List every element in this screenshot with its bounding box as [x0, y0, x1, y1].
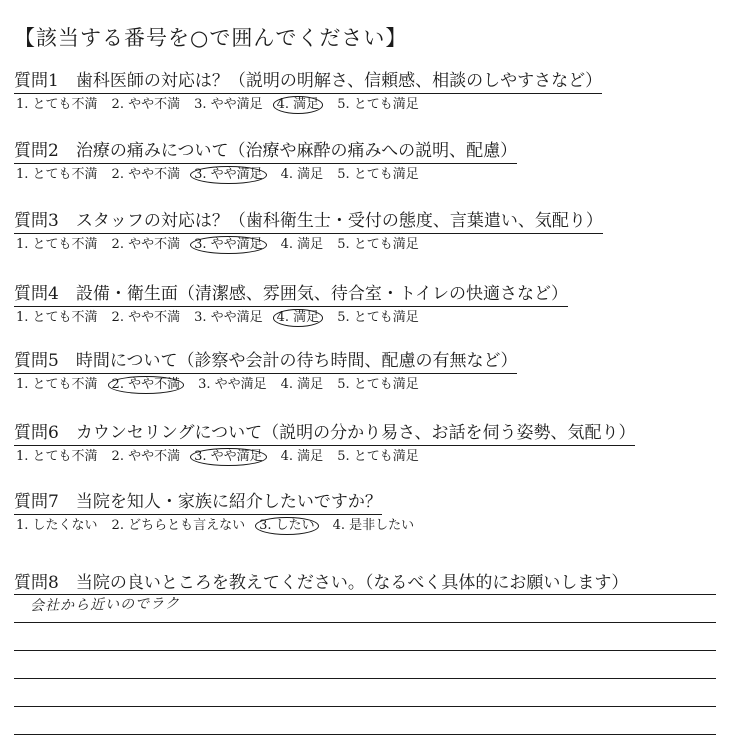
option-number: 3. やや満足 — [194, 97, 263, 112]
option-number: 3. したい — [255, 517, 319, 535]
option-2[interactable] — [112, 309, 181, 327]
option-number: 5. とても満足 — [337, 237, 419, 252]
option-number: 2. やや不満 — [111, 97, 181, 112]
option-2[interactable] — [112, 96, 181, 114]
option-number: 1. とても不満 — [16, 449, 98, 464]
question-4 — [14, 283, 568, 327]
answer-line — [14, 734, 716, 735]
option-2-selected[interactable] — [112, 376, 185, 394]
option-number: 3. やや満足 — [190, 448, 267, 466]
option-number: 4. 満足 — [280, 167, 324, 182]
option-number: 1. したくない — [16, 518, 98, 533]
option-5[interactable] — [337, 96, 419, 114]
answer-line — [14, 678, 716, 679]
question-5 — [14, 350, 517, 394]
option-1[interactable] — [16, 166, 98, 184]
option-4[interactable] — [281, 376, 324, 394]
option-number: 5. とても満足 — [337, 310, 419, 325]
option-number: 1. とても不満 — [16, 377, 98, 392]
answer-line — [14, 594, 716, 595]
question-title: 質問7 当院を知人・家族に紹介したいですか？ — [14, 491, 382, 515]
option-number: 5. とても満足 — [337, 377, 419, 392]
option-number: 3. やや満足 — [194, 310, 263, 325]
options-row — [14, 236, 603, 254]
options-row — [14, 448, 635, 466]
option-4-selected[interactable] — [277, 96, 324, 114]
question-7 — [14, 491, 428, 535]
answer-line — [14, 650, 716, 651]
option-number: 4. 満足 — [280, 377, 324, 392]
option-number: 2. やや不満 — [111, 237, 181, 252]
option-number: 1. とても不満 — [16, 97, 98, 112]
option-number: 2. どちらとも言えない — [111, 518, 246, 533]
option-4[interactable] — [333, 517, 415, 535]
option-number: 5. とても満足 — [337, 167, 419, 182]
option-3[interactable] — [194, 96, 263, 114]
option-number: 3. やや満足 — [190, 236, 267, 254]
option-1[interactable] — [16, 96, 98, 114]
option-5[interactable] — [337, 448, 419, 466]
option-3-selected[interactable] — [194, 236, 267, 254]
option-number: 4. 満足 — [280, 449, 324, 464]
question-title: 質問5 時間について（診察や会計の待ち時間、配慮の有無など） — [14, 350, 517, 374]
option-5[interactable] — [337, 309, 419, 327]
option-2[interactable] — [112, 448, 181, 466]
option-number: 5. とても満足 — [337, 449, 419, 464]
option-number: 4. 是非したい — [332, 518, 415, 533]
option-4[interactable] — [281, 236, 324, 254]
option-4[interactable] — [281, 448, 324, 466]
option-2[interactable] — [112, 236, 181, 254]
question-6 — [14, 422, 635, 466]
question-title: 質問4 設備・衛生面（清潔感、雰囲気、待合室・トイレの快適さなど） — [14, 283, 568, 307]
option-3-selected[interactable] — [194, 448, 267, 466]
form-header: 【該当する番号を○で囲んでください】 — [14, 26, 408, 50]
question-3 — [14, 210, 603, 254]
option-3[interactable] — [194, 309, 263, 327]
question-title: 質問6 カウンセリングについて（説明の分かり易さ、お話を伺う姿勢、気配り） — [14, 422, 635, 446]
option-number: 2. やや不満 — [111, 310, 181, 325]
option-4-selected[interactable] — [277, 309, 324, 327]
option-number: 4. 満足 — [273, 309, 324, 327]
options-row — [14, 96, 602, 114]
option-1[interactable] — [16, 309, 98, 327]
option-number: 5. とても満足 — [337, 97, 419, 112]
option-number: 1. とても不満 — [16, 167, 98, 182]
option-number: 2. やや不満 — [108, 376, 185, 394]
option-number: 2. やや不満 — [111, 167, 181, 182]
answer-line — [14, 622, 716, 623]
option-number: 2. やや不満 — [111, 449, 181, 464]
option-number: 3. やや満足 — [190, 166, 267, 184]
options-row — [14, 376, 517, 394]
option-2[interactable] — [112, 517, 246, 535]
option-number: 4. 満足 — [273, 96, 324, 114]
option-3-selected[interactable] — [194, 166, 267, 184]
option-number: 1. とても不満 — [16, 310, 98, 325]
question-8-title: 質問8 当院の良いところを教えてください。（なるべく具体的にお願いします） — [14, 573, 629, 593]
question-title: 質問3 スタッフの対応は？（歯科衛生士・受付の態度、言葉遣い、気配り） — [14, 210, 603, 234]
option-1[interactable] — [16, 376, 98, 394]
option-1[interactable] — [16, 448, 98, 466]
options-row — [14, 517, 428, 535]
option-5[interactable] — [337, 166, 419, 184]
question-title: 質問1 歯科医師の対応は？（説明の明解さ、信頼感、相談のしやすさなど） — [14, 70, 602, 94]
options-row — [14, 166, 517, 184]
question-title: 質問2 治療の痛みについて（治療や麻酔の痛みへの説明、配慮） — [14, 140, 517, 164]
question-1 — [14, 70, 602, 114]
option-5[interactable] — [337, 376, 419, 394]
handwritten-answer: 会社から近いのでラク — [29, 595, 181, 615]
option-5[interactable] — [337, 236, 419, 254]
option-1[interactable] — [16, 236, 98, 254]
option-number: 1. とても不満 — [16, 237, 98, 252]
option-3-selected[interactable] — [259, 517, 319, 535]
options-row — [14, 309, 568, 327]
answer-line — [14, 706, 716, 707]
option-number: 3. やや満足 — [198, 377, 267, 392]
option-2[interactable] — [112, 166, 181, 184]
option-3[interactable] — [198, 376, 267, 394]
question-2 — [14, 140, 517, 184]
option-4[interactable] — [281, 166, 324, 184]
option-1[interactable] — [16, 517, 98, 535]
option-number: 4. 満足 — [280, 237, 324, 252]
